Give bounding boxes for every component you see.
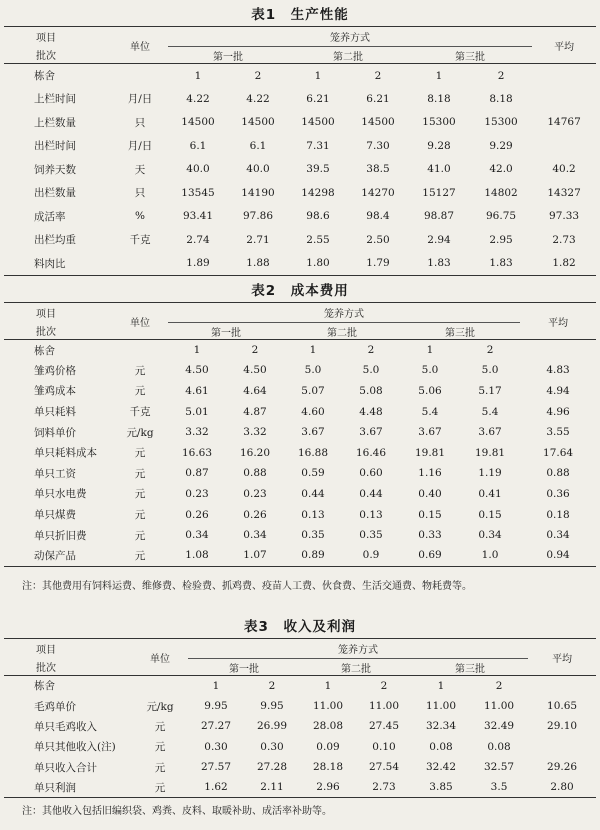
row-label: 饲养天数 xyxy=(34,163,76,176)
row-unit: 元/kg xyxy=(126,426,154,439)
row-value: 11.00 xyxy=(425,700,457,713)
row-value: 2 xyxy=(251,344,259,357)
row-value: 4.22 xyxy=(186,92,210,105)
row-label: 单只其他收入(注) xyxy=(34,741,116,754)
row-value: 5.06 xyxy=(418,384,442,397)
table-row xyxy=(4,228,596,252)
row-value: 40.0 xyxy=(246,163,270,176)
row-value: 0.23 xyxy=(185,487,209,500)
row-label: 单只水电费 xyxy=(34,488,87,501)
row-value: 2 xyxy=(367,344,375,357)
row-value: 13545 xyxy=(181,186,215,199)
header-unit: 单位 xyxy=(150,653,170,665)
table-row xyxy=(4,676,596,696)
header-batch-1: 第一批 xyxy=(213,51,243,63)
header-average: 平均 xyxy=(548,317,569,329)
row-value: 6.1 xyxy=(189,139,207,152)
header-batch: 批次 xyxy=(36,663,56,675)
row-value: 98.87 xyxy=(423,210,455,223)
row-average: 1.82 xyxy=(552,257,576,269)
row-value: 3.5 xyxy=(490,781,508,794)
row-unit: 只 xyxy=(134,116,146,129)
row-value: 16.46 xyxy=(355,446,387,459)
header-unit: 单位 xyxy=(130,41,150,53)
table-3-title: 表3 收入及利润 xyxy=(244,619,356,635)
row-value: 14298 xyxy=(301,186,335,199)
row-value: 1.89 xyxy=(186,257,210,269)
row-unit xyxy=(112,340,168,361)
row-average: 97.33 xyxy=(549,210,580,223)
row-value: 15300 xyxy=(484,116,518,129)
row-value: 2 xyxy=(486,344,494,357)
row-label: 出栏数量 xyxy=(34,187,76,200)
header-batch: 批次 xyxy=(36,51,56,63)
row-value: 4.64 xyxy=(243,384,267,397)
row-average: 40.2 xyxy=(552,163,576,176)
row-average xyxy=(532,134,596,158)
table-2-section xyxy=(0,280,600,592)
table-3-note: 注：其他收入包括旧编织袋、鸡粪、皮料、取暖补助、成活率补助等。 xyxy=(22,806,332,818)
row-unit: 元 xyxy=(134,447,146,460)
row-value: 1.88 xyxy=(246,257,270,269)
row-value: 9.29 xyxy=(489,139,513,152)
row-value: 32.57 xyxy=(484,761,515,774)
row-value: 5.4 xyxy=(481,405,499,418)
row-value: 3.67 xyxy=(301,426,325,439)
row-value: 4.87 xyxy=(243,405,267,418)
row-label: 毛鸡单价 xyxy=(34,700,76,713)
row-average: 29.10 xyxy=(547,720,578,733)
row-value: 1 xyxy=(212,679,220,692)
row-value: 7.30 xyxy=(366,139,390,152)
row-unit xyxy=(112,252,168,276)
row-value: 0.34 xyxy=(185,529,209,542)
row-average xyxy=(528,676,596,696)
row-value: 6.21 xyxy=(366,92,390,105)
row-label: 单只折旧费 xyxy=(34,529,87,542)
row-value: 0.30 xyxy=(204,740,228,753)
table-row xyxy=(4,545,596,566)
row-value: 0.15 xyxy=(418,508,442,521)
row-value: 27.45 xyxy=(368,720,400,733)
row-value: 42.0 xyxy=(489,163,513,176)
row-value: 14190 xyxy=(241,186,275,199)
table-2 xyxy=(4,302,596,567)
row-value: 5.17 xyxy=(478,384,502,397)
header-batch-3: 第三批 xyxy=(455,663,486,675)
row-label: 单只收入合计 xyxy=(34,761,97,774)
row-value: 4.60 xyxy=(301,405,325,418)
table-row xyxy=(4,134,596,158)
row-unit: 月/日 xyxy=(127,140,153,153)
row-value: 0.26 xyxy=(243,508,267,521)
row-value: 1.19 xyxy=(478,467,502,480)
row-value: 28.08 xyxy=(312,720,344,733)
row-unit: 元 xyxy=(134,364,146,377)
row-unit: 元/kg xyxy=(146,700,174,713)
row-value: 2 xyxy=(268,679,276,692)
row-value: 2.11 xyxy=(260,781,284,794)
row-value: 1.79 xyxy=(366,257,390,269)
row-value: 3.67 xyxy=(478,426,502,439)
row-value: 5.08 xyxy=(359,384,383,397)
row-label: 雏鸡成本 xyxy=(34,385,76,398)
row-value: 14500 xyxy=(361,116,395,129)
row-value: 0.10 xyxy=(372,740,396,753)
row-unit: 元 xyxy=(134,385,146,398)
header-average: 平均 xyxy=(554,41,575,53)
row-value: 1.62 xyxy=(204,781,228,794)
table-row xyxy=(4,442,596,463)
header-batch: 批次 xyxy=(36,327,56,339)
row-label: 动保产品 xyxy=(34,549,76,562)
row-average: 14327 xyxy=(547,186,581,199)
row-average: 3.55 xyxy=(546,426,570,439)
header-item: 项目 xyxy=(36,645,56,657)
row-unit: 元 xyxy=(154,741,166,754)
header-batch-3: 第三批 xyxy=(445,327,476,339)
row-value: 0.08 xyxy=(487,740,511,753)
row-value: 9.28 xyxy=(427,139,451,152)
row-value: 0.35 xyxy=(301,529,325,542)
row-value: 27.27 xyxy=(200,720,232,733)
row-value: 0.59 xyxy=(301,467,325,480)
row-value: 0.26 xyxy=(185,508,209,521)
row-value: 0.40 xyxy=(418,487,442,500)
row-value: 0.44 xyxy=(301,487,325,500)
header-average: 平均 xyxy=(552,653,573,665)
row-unit: 元 xyxy=(154,720,166,733)
row-unit: 元 xyxy=(154,781,166,794)
row-value: 2.74 xyxy=(186,233,210,246)
row-label: 出栏均重 xyxy=(34,234,76,247)
row-value: 2 xyxy=(497,69,505,82)
row-value: 93.41 xyxy=(182,210,214,223)
row-label: 单只耗料 xyxy=(34,406,76,419)
row-average xyxy=(528,737,596,757)
row-unit xyxy=(112,64,168,88)
row-value: 0.13 xyxy=(301,508,325,521)
row-value: 5.0 xyxy=(421,364,439,377)
header-method: 笼养方式 xyxy=(168,303,520,323)
table-1-title: 表1 生产性能 xyxy=(251,7,349,23)
row-value: 27.57 xyxy=(200,761,232,774)
row-value: 11.00 xyxy=(484,700,515,713)
row-unit: 千克 xyxy=(129,234,151,247)
row-average: 29.26 xyxy=(547,761,578,774)
row-value: 8.18 xyxy=(427,92,451,105)
row-label: 单只利润 xyxy=(34,781,76,794)
row-value: 2 xyxy=(254,69,262,82)
table-1-section xyxy=(0,4,600,276)
row-value: 9.95 xyxy=(260,700,284,713)
row-label: 单只耗料成本 xyxy=(34,447,97,460)
row-value: 0.09 xyxy=(316,740,340,753)
row-average: 2.73 xyxy=(552,233,576,246)
row-value: 0.15 xyxy=(478,508,502,521)
row-value: 5.4 xyxy=(421,405,439,418)
row-value: 39.5 xyxy=(306,163,330,176)
header-method: 笼养方式 xyxy=(188,639,528,659)
row-value: 2.96 xyxy=(316,781,340,794)
row-value: 8.18 xyxy=(489,92,513,105)
row-value: 1 xyxy=(324,679,332,692)
row-value: 2.71 xyxy=(246,233,270,246)
table-row xyxy=(4,205,596,229)
table-row xyxy=(4,381,596,402)
row-value: 2.73 xyxy=(372,781,396,794)
row-average: 4.96 xyxy=(546,405,570,418)
row-unit: 只 xyxy=(134,187,146,200)
row-average: 4.83 xyxy=(546,364,570,377)
row-value: 1.80 xyxy=(306,257,330,269)
row-value: 1.07 xyxy=(243,549,267,562)
row-value: 11.00 xyxy=(368,700,400,713)
header-batch-3: 第三批 xyxy=(455,51,486,63)
header-item: 项目 xyxy=(36,309,56,321)
row-value: 14802 xyxy=(484,186,518,199)
row-average: 0.34 xyxy=(546,529,570,542)
row-value: 6.21 xyxy=(306,92,330,105)
row-unit: 元 xyxy=(134,529,146,542)
row-label: 栋舍 xyxy=(34,680,55,693)
row-value: 97.86 xyxy=(242,210,274,223)
table-row xyxy=(4,525,596,546)
table-row xyxy=(4,181,596,205)
row-value: 0.44 xyxy=(359,487,383,500)
row-value: 3.85 xyxy=(429,781,453,794)
table-row xyxy=(4,422,596,443)
row-value: 1 xyxy=(426,344,434,357)
row-average: 17.64 xyxy=(543,446,574,459)
row-value: 0.87 xyxy=(185,467,209,480)
row-value: 4.48 xyxy=(359,405,383,418)
header-method: 笼养方式 xyxy=(168,27,532,47)
row-value: 2.55 xyxy=(306,233,330,246)
row-unit: 元 xyxy=(154,761,166,774)
row-unit: % xyxy=(135,210,145,223)
row-value: 1.83 xyxy=(489,257,513,269)
table-row xyxy=(4,757,596,777)
row-value: 0.23 xyxy=(243,487,267,500)
row-value: 0.34 xyxy=(243,529,267,542)
row-value: 1.16 xyxy=(418,467,442,480)
table-row xyxy=(4,252,596,276)
row-label: 栋舍 xyxy=(34,344,55,357)
row-value: 41.0 xyxy=(427,163,451,176)
table-row xyxy=(4,401,596,422)
row-value: 15300 xyxy=(422,116,456,129)
row-value: 2 xyxy=(374,69,382,82)
row-unit: 天 xyxy=(134,163,146,176)
row-value: 5.01 xyxy=(185,405,209,418)
row-value: 2 xyxy=(495,679,503,692)
row-value: 14500 xyxy=(181,116,215,129)
row-value: 3.67 xyxy=(359,426,383,439)
row-value: 16.20 xyxy=(239,446,271,459)
row-unit: 元 xyxy=(134,509,146,522)
row-value: 1 xyxy=(435,69,443,82)
row-value: 0.30 xyxy=(260,740,284,753)
table-row xyxy=(4,340,596,361)
table-row xyxy=(4,158,596,182)
row-value: 0.33 xyxy=(418,529,442,542)
table-row xyxy=(4,463,596,484)
table-row xyxy=(4,504,596,525)
row-average: 4.94 xyxy=(546,384,570,397)
table-row xyxy=(4,87,596,111)
row-label: 成活率 xyxy=(34,210,66,223)
row-value: 1.0 xyxy=(481,549,499,562)
row-value: 15127 xyxy=(422,186,456,199)
row-value: 2.50 xyxy=(366,233,390,246)
row-value: 26.99 xyxy=(256,720,288,733)
table-2-note: 注：其他费用有饲料运费、维修费、检验费、抓鸡费、疫苗人工费、伙食费、生活交通费、物耗费等。 xyxy=(22,580,472,592)
row-value: 0.69 xyxy=(418,549,442,562)
row-label: 单只毛鸡收入 xyxy=(34,720,97,733)
row-value: 5.0 xyxy=(481,364,499,377)
row-unit: 元 xyxy=(134,549,146,562)
row-unit: 千克 xyxy=(129,406,151,419)
row-value: 4.50 xyxy=(185,364,209,377)
table-row xyxy=(4,111,596,135)
row-value: 11.00 xyxy=(312,700,344,713)
row-average xyxy=(532,87,596,111)
row-value: 5.0 xyxy=(362,364,380,377)
header-item: 项目 xyxy=(36,33,56,45)
row-value: 19.81 xyxy=(414,446,446,459)
row-average: 10.65 xyxy=(547,700,578,713)
header-batch-2: 第二批 xyxy=(333,51,363,63)
row-value: 0.60 xyxy=(359,467,383,480)
row-value: 28.18 xyxy=(312,761,344,774)
row-value: 32.49 xyxy=(484,720,515,733)
row-average: 0.18 xyxy=(546,508,570,521)
table-row xyxy=(4,64,596,88)
row-value: 0.89 xyxy=(301,549,325,562)
row-average: 14767 xyxy=(547,116,581,129)
row-value: 0.41 xyxy=(478,487,502,500)
row-label: 单只煤费 xyxy=(34,509,76,522)
row-value: 9.95 xyxy=(204,700,228,713)
table-row xyxy=(4,696,596,716)
row-average xyxy=(532,64,596,88)
row-value: 14500 xyxy=(301,116,335,129)
table-3 xyxy=(4,638,596,798)
row-value: 27.28 xyxy=(256,761,288,774)
table-row xyxy=(4,484,596,505)
row-value: 40.0 xyxy=(186,163,210,176)
row-label: 上栏数量 xyxy=(34,116,76,129)
row-value: 32.34 xyxy=(425,720,457,733)
table-row xyxy=(4,777,596,797)
row-value: 3.32 xyxy=(185,426,209,439)
table-3-section xyxy=(0,616,600,817)
row-value: 2.94 xyxy=(427,233,451,246)
row-value: 3.67 xyxy=(418,426,442,439)
row-unit xyxy=(132,676,188,696)
row-value: 4.61 xyxy=(185,384,209,397)
row-value: 3.32 xyxy=(243,426,267,439)
row-unit: 月/日 xyxy=(127,93,153,106)
row-value: 4.22 xyxy=(246,92,270,105)
row-unit: 元 xyxy=(134,488,146,501)
row-average: 0.94 xyxy=(546,549,570,562)
row-value: 1 xyxy=(309,344,317,357)
row-value: 98.6 xyxy=(306,210,330,223)
row-label: 饲料单价 xyxy=(34,426,76,439)
row-label: 料肉比 xyxy=(34,257,66,270)
row-value: 1.08 xyxy=(185,549,209,562)
row-label: 上栏时间 xyxy=(34,93,76,106)
row-unit: 元 xyxy=(134,467,146,480)
row-value: 5.0 xyxy=(304,364,322,377)
row-average: 0.36 xyxy=(546,487,570,500)
header-batch-2: 第二批 xyxy=(327,327,357,339)
row-value: 1.83 xyxy=(427,257,451,269)
row-value: 0.35 xyxy=(359,529,383,542)
row-value: 16.88 xyxy=(297,446,329,459)
row-value: 2.95 xyxy=(489,233,513,246)
row-value: 5.07 xyxy=(301,384,325,397)
row-value: 1 xyxy=(437,679,445,692)
table-2-title: 表2 成本费用 xyxy=(251,283,349,299)
table-1 xyxy=(4,26,596,276)
row-value: 27.54 xyxy=(368,761,400,774)
row-value: 16.63 xyxy=(181,446,213,459)
row-value: 1 xyxy=(314,69,322,82)
row-value: 0.08 xyxy=(429,740,453,753)
header-batch-1: 第一批 xyxy=(211,327,241,339)
table-row xyxy=(4,716,596,736)
row-average: 0.88 xyxy=(546,467,570,480)
row-value: 38.5 xyxy=(366,163,390,176)
row-label: 栋舍 xyxy=(34,70,55,82)
row-average: 2.80 xyxy=(550,781,574,794)
header-batch-1: 第一批 xyxy=(229,663,259,675)
row-value: 7.31 xyxy=(306,139,330,152)
row-value: 98.4 xyxy=(366,210,390,223)
row-value: 1 xyxy=(193,344,201,357)
row-average xyxy=(520,340,596,361)
header-unit: 单位 xyxy=(130,317,150,329)
row-value: 0.9 xyxy=(362,549,380,562)
row-value: 1 xyxy=(194,69,202,82)
row-value: 0.34 xyxy=(478,529,502,542)
row-label: 雏鸡价格 xyxy=(34,364,76,377)
row-value: 14500 xyxy=(241,116,275,129)
row-value: 6.1 xyxy=(249,139,267,152)
row-value: 14270 xyxy=(361,186,395,199)
row-value: 32.42 xyxy=(425,761,457,774)
row-label: 单只工资 xyxy=(34,467,76,480)
row-value: 2 xyxy=(380,679,388,692)
table-row xyxy=(4,737,596,757)
table-row xyxy=(4,360,596,381)
row-value: 0.13 xyxy=(359,508,383,521)
row-label: 出栏时间 xyxy=(34,140,76,153)
row-value: 96.75 xyxy=(486,210,517,223)
header-batch-2: 第二批 xyxy=(341,663,371,675)
row-value: 4.50 xyxy=(243,364,267,377)
row-value: 19.81 xyxy=(475,446,506,459)
row-value: 0.88 xyxy=(243,467,267,480)
